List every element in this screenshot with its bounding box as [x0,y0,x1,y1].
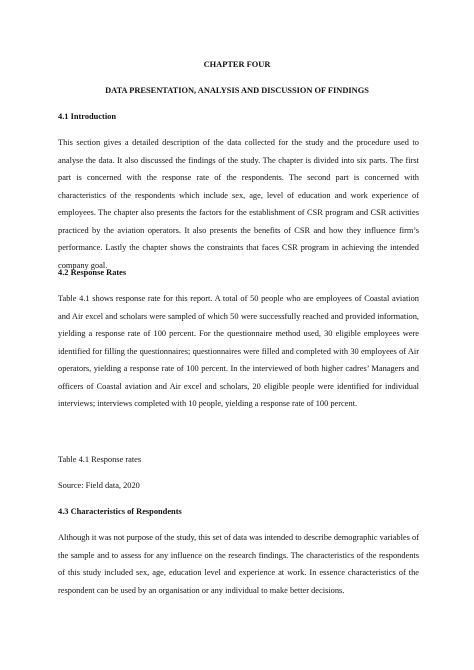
chapter-subtitle: DATA PRESENTATION, ANALYSIS AND DISCUSSION OF FINDINGS [105,86,369,95]
characteristics-paragraph: Although it was not purpose of the study, this set of data was intended to describe demographic variables of the sample and to assess for any influence on the research findings. The characteristics of the respondents of this study included sex, age, education level and experience at work. In essence characteristics of the respondent can be used by an organisation or any individual to make better decisions. [58,533,419,595]
table-source: Source: Field data, 2020 [58,481,140,490]
section-heading-characteristics: 4.3 Characteristics of Respondents [58,507,182,516]
section-heading-introduction: 4.1 Introduction [58,112,117,121]
chapter-title: CHAPTER FOUR [203,60,271,69]
introduction-paragraph: This section gives a detailed description of the data collected for the study and the procedure used to analyse the data. It also discussed the findings of the study. The chapter is divided into six parts. The first part is concerned with the response rate of the respondents. The second part is concerned with characteristics of the respondents which include sex, age, level of education and work experience of employees. The chapter also presents the factors for the establishment of CSR program and CSR activities practiced by the aviation operators. It also presents the benefits of CSR and how they influence firm’s performance. Lastly the chapter shows the constraints that faces CSR program in achieving the intended company goal. [58,138,419,270]
section-heading-response-rates: 4.2 Response Rates [58,268,127,277]
table-caption: Table 4.1 Response rates [58,455,142,464]
response-rates-paragraph: Table 4.1 shows response rate for this report. A total of 50 people who are employees of Coastal aviation and Air excel and scholars were sampled of which 50 were successfully reached and provided information, yielding a response rate of 100 percent. For the questionnaire method used, 30 eligible employees were identified for filling the questionnaires; questionnaires were filled and completed with 30 employees of Air operators, yielding a response rate of 100 percent. In the interviewed of both higher cadres’ Managers and officers of Coastal aviation and Air excel and scholars, 20 eligible people were identified for individual interviews; interviews completed with 10 people, yielding a response rate of 100 percent. [58,294,419,408]
